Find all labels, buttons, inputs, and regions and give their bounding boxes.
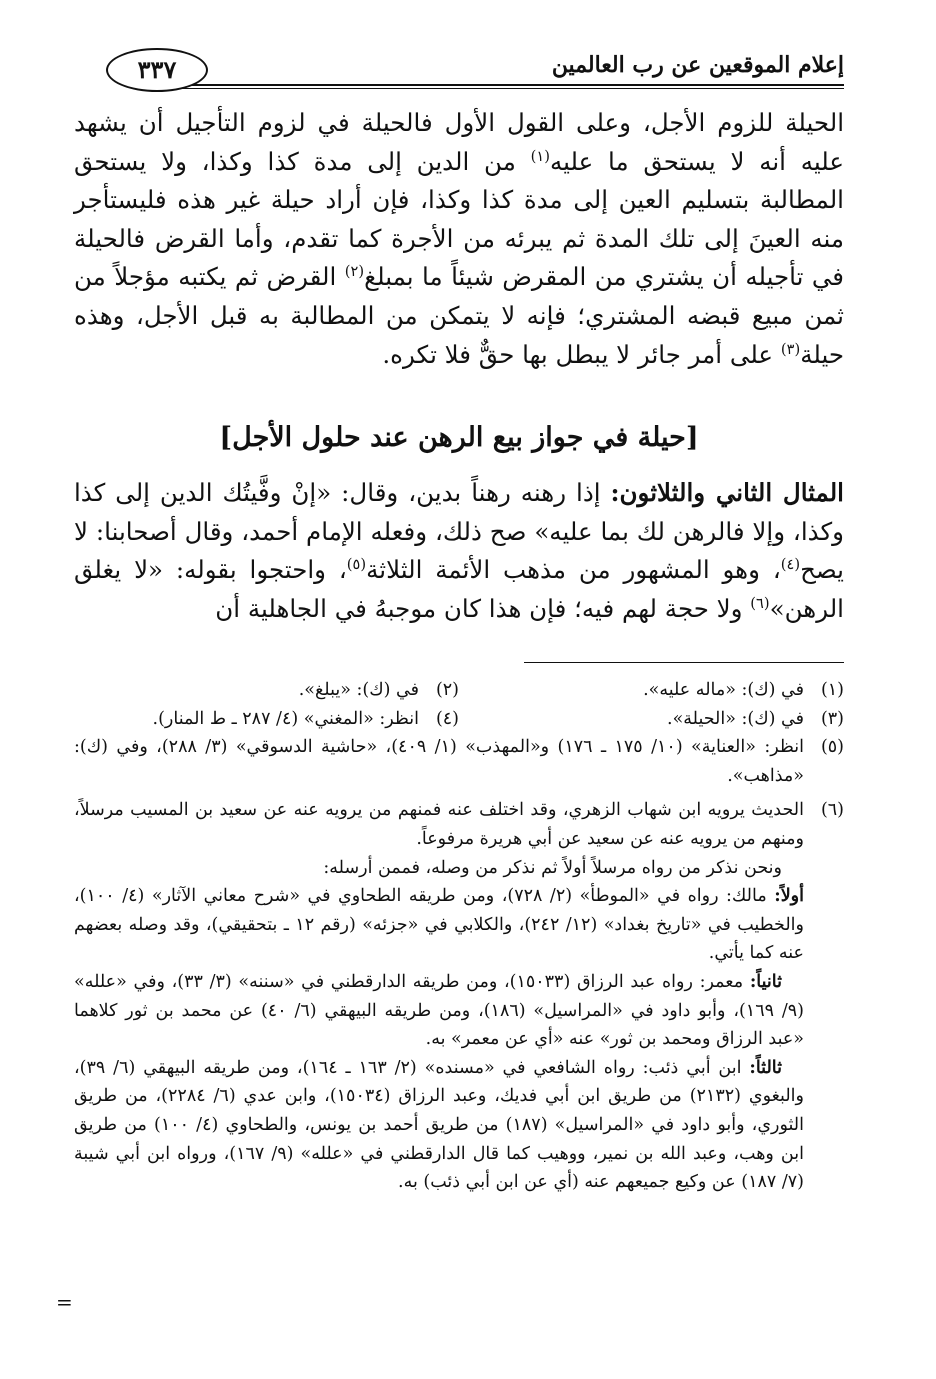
- footnote-lead: ثانياً:: [749, 971, 782, 992]
- footnote-ref: (٢): [344, 263, 365, 281]
- footnote-ref: (٦): [750, 594, 770, 612]
- footnote: [459, 705, 844, 734]
- footnote: [74, 733, 844, 790]
- footnote-ref: (١): [530, 147, 550, 165]
- text-run: على أمر جائر لا يبطل بها حقٌّ فلا تكره.: [382, 339, 781, 369]
- footnote-number: (٦): [820, 800, 844, 821]
- page-number: ٣٣٧: [106, 48, 208, 92]
- header-rule-thin: [134, 88, 844, 89]
- text-run: من الدين إلى مدة كذا وكذا، ولا يستحق المطالبة بتسليم العين إلى مدة كذا وكذا، فإن أراد حيلة غير هذه فليستأجر منه العينَ إلى تلك المدة ثم يبرئه من الأجرة كما تقدم، وأما القرض فالحيلة في تأجيله أن يشتري من المقرض شيئاً ما بمبلغ: [74, 146, 844, 292]
- footnote-paragraph: [74, 882, 804, 968]
- footnote-paragraph: [74, 1054, 804, 1197]
- text-run: ، وهو المشهور من مذهب الأئمة الثلاثة: [366, 555, 781, 585]
- text-run: معمر: رواه عبد الرزاق (١٥٠٣٣)، ومن طريقه الدارقطني في «سننه» (٣/ ٣٣)، وفي «علله» (٩/ ١٦٩)، وأبو داود في «المراسيل» (١٨٦)، ومن طريقه البيهقي (٦/ ٤٠) عن محمد بن ثور كلاهما «عبد الرزاق ومحمد بن ثور» عنه «أي عن معمر» به.: [74, 971, 804, 1050]
- footnote-text: في (ك): «ماله عليه».: [643, 680, 804, 700]
- footnote-number: (٥): [820, 737, 844, 758]
- paragraph: [74, 104, 844, 374]
- footnote-ref: (٥): [346, 556, 367, 574]
- footnote-row: [74, 676, 844, 705]
- section-heading: [حيلة في جواز بيع الرهن عند حلول الأجل]: [219, 422, 699, 453]
- main-text-block-2: [74, 474, 844, 628]
- paragraph-lead: المثال الثاني والثلاثون:: [610, 478, 844, 507]
- footnote-lead: ثالثاً:: [749, 1057, 782, 1078]
- text-run: ولا حجة لهم فيه؛ فإن هذا كان موجبهُ في الجاهلية أن: [215, 593, 751, 623]
- footnotes: [74, 676, 844, 1197]
- main-text-block-1: [74, 104, 844, 374]
- text-run: مالك: رواه في «الموطأ» (٢/ ٧٢٨)، ومن طريقه الطحاوي في «شرح معاني الآثار» (٤/ ١٠٠)، والخطيب في «تاريخ بغداد» (١٢/ ٢٤٢)، والكلابي في «جزئه» (رقم ١٢ ـ بتحقيقي)، وقد وصله بعضهم عنه كما يأتي.: [74, 886, 804, 964]
- footnote-number: (١): [820, 680, 844, 700]
- text-run: ، واحتجوا بقوله: «لا يغلق الرهن»: [74, 555, 844, 623]
- paragraph: [74, 474, 844, 628]
- footnote-number: (٢): [435, 680, 459, 700]
- footnote-number: (٣): [820, 708, 844, 729]
- header-rule: [134, 84, 844, 86]
- footnote-separator: [524, 662, 844, 663]
- footnote-text: انظر: «المغني» (٤/ ٢٨٧ ـ ط المنار).: [152, 708, 419, 729]
- text-run: إذا رهنه رهناً بدين، وقال: «إنْ وفَّيتُك الدين إلى كذا وكذا، وإلا فالرهن لك بما عليه» صح ذلك، وفعله الإمام أحمد، وقال أصحابنا: لا يصح: [74, 478, 844, 585]
- continuation-mark: =: [56, 1290, 73, 1314]
- footnote-text: [74, 796, 804, 1196]
- footnote-lead: أولاً:: [774, 886, 804, 907]
- footnote-text: في (ك): «الحيلة».: [667, 708, 804, 729]
- footnote: [74, 705, 459, 734]
- footnote-paragraph: ونحن نذكر من رواه مرسلاً أولاً ثم نذكر من وصله، فممن أرسله:: [323, 857, 782, 878]
- footnote-number: (٤): [435, 708, 459, 729]
- text-run: ابن أبي ذئب: رواه الشافعي في «مسنده» (٢/ ١٦٣ ـ ١٦٤)، ومن طريقه البيهقي (٦/ ٣٩)، والبغوي (٢١٣٢) من طريق ابن أبي فديك، وعبد الرزاق (١٥٠٣٤)، وابن عدي (٦/ ٢٢٨٤)، من طريق الثوري، وأبو داود في «المراسيل» (١٨٧) من طريق أحمد بن يونس، والطحاوي (٤/ ١٠٠) من طريق ابن وهب، وعبد الله بن نمير، ووهيب كما قال الدارقطني في «علله» (٩/ ١٦٧)، ورواه ابن أبي شيبة (٧/ ١٨٧) عن وكيع جميعهم عنه (أي عن ابن أبي ذئب) به.: [74, 1057, 804, 1193]
- footnote-text: انظر: «العناية» (١٠/ ١٧٥ ـ ١٧٦) و«المهذب» (١/ ٤٠٩)، «حاشية الدسوقي» (٣/ ٢٨٨)، وفي (ك): «مذاهب».: [74, 737, 805, 786]
- footnote-row: [74, 705, 844, 734]
- footnote: [459, 676, 844, 705]
- footnote-ref: (٤): [780, 556, 801, 574]
- text-run: الحيلة للزوم الأجل، وعلى القول الأول فالحيلة في لزوم التأجيل أن يشهد عليه أنه لا يستحق ما عليه: [74, 108, 844, 176]
- footnote-paragraph: [74, 968, 804, 1054]
- footnote: [74, 796, 844, 1196]
- text-run: القرض ثم يكتبه مؤجلاً من ثمن مبيع قبضه المشتري؛ فإنه لا يتمكن من المطالبة به قبل الأجل، وهذه حيلة: [74, 262, 844, 369]
- footnote: [74, 676, 459, 705]
- footnote-text: في (ك): «يبلغ».: [298, 680, 419, 700]
- running-title: إعلام الموقعين عن رب العالمين: [551, 52, 844, 78]
- footnote-ref: (٣): [780, 340, 801, 358]
- footnote-paragraph: الحديث يرويه ابن شهاب الزهري، وقد اختلف عنه فمنهم من يرويه عنه عن سعيد بن المسيب مرسلاً، ومنهم من يرويه عنه عن سعيد عن أبي هريرة مرفوعاً.: [74, 800, 804, 849]
- page-header: [74, 48, 844, 88]
